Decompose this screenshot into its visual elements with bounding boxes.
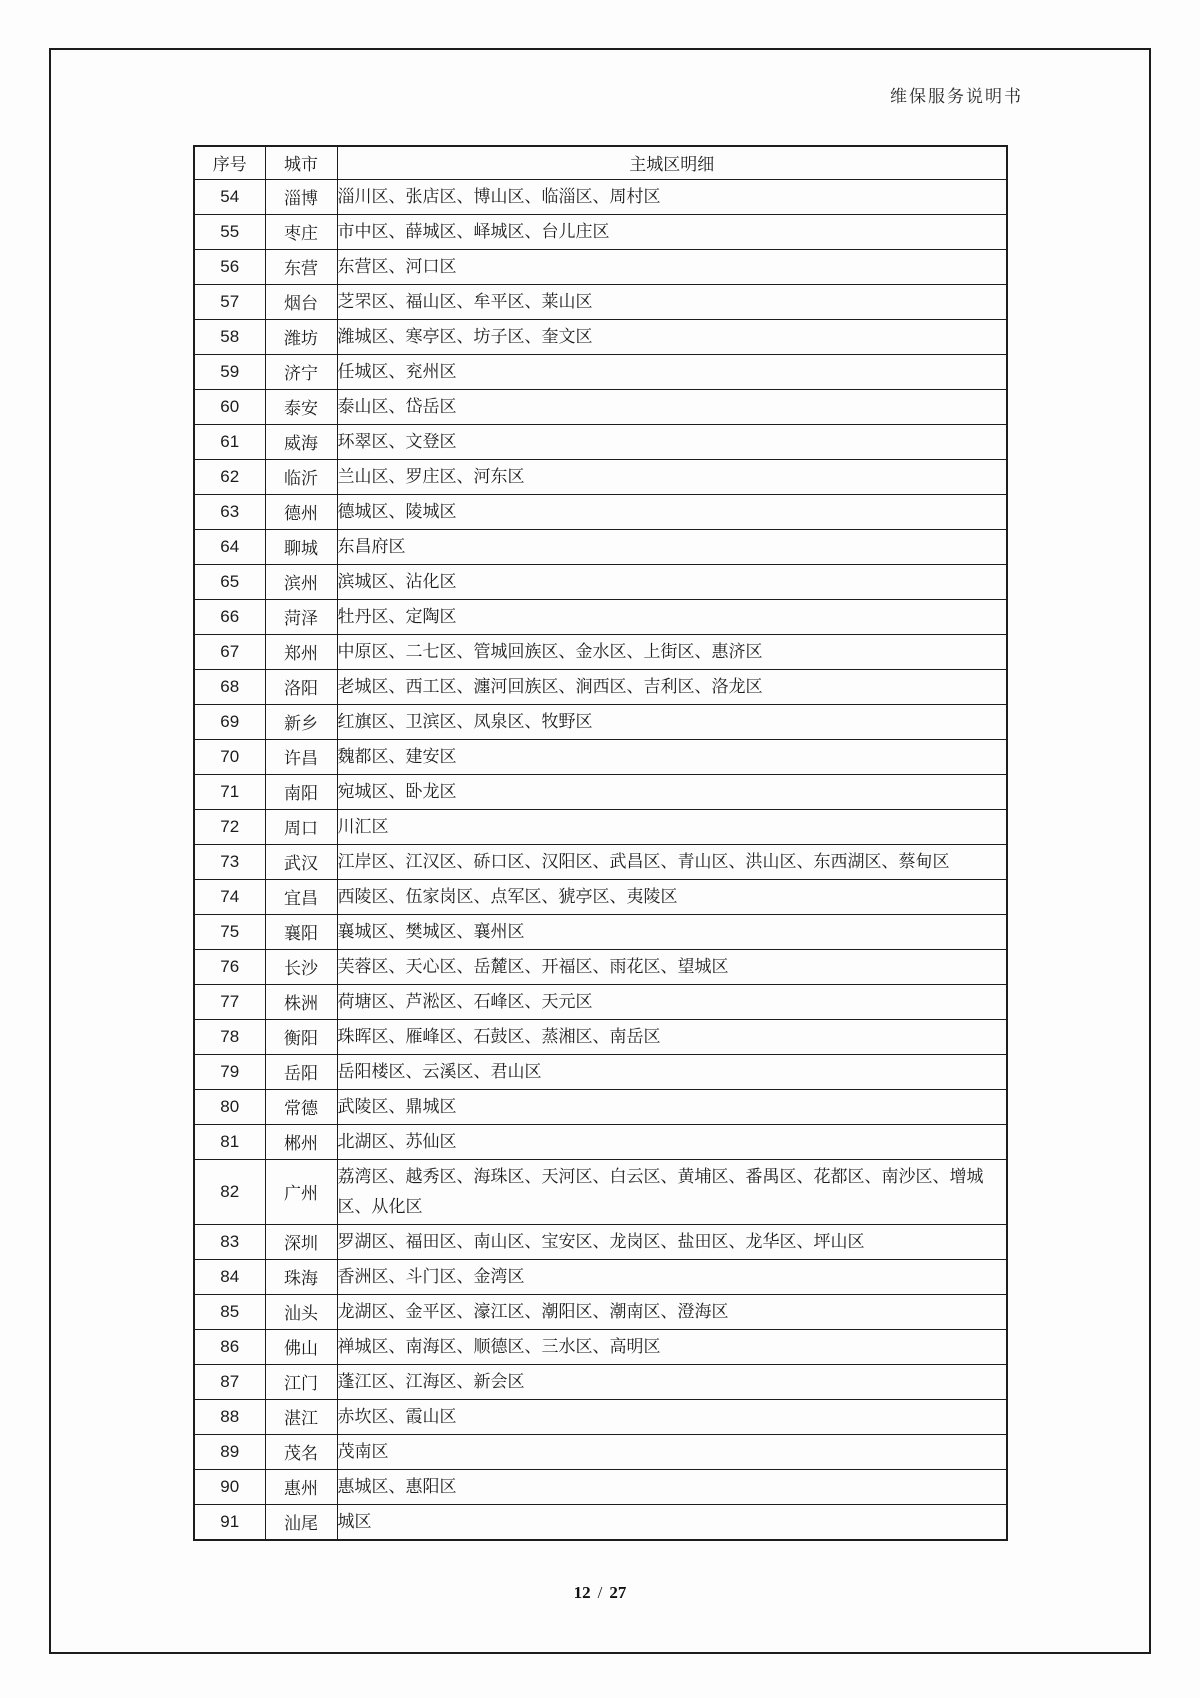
table-row — [194, 1364, 1007, 1399]
city-cell: 武汉 — [265, 844, 337, 879]
row-index-cell: 71 — [194, 774, 265, 809]
table-row — [194, 984, 1007, 1019]
city-cell: 周口 — [265, 809, 337, 844]
districts-cell: 赤坎区、霞山区 — [337, 1399, 1007, 1434]
districts-cell: 任城区、兖州区 — [337, 354, 1007, 389]
table-row — [194, 914, 1007, 949]
table-row — [194, 529, 1007, 564]
districts-cell: 惠城区、惠阳区 — [337, 1469, 1007, 1504]
table-header — [194, 146, 1007, 179]
table-row — [194, 634, 1007, 669]
city-cell: 许昌 — [265, 739, 337, 774]
table-row — [194, 879, 1007, 914]
table-row — [194, 1224, 1007, 1259]
row-index-cell: 63 — [194, 494, 265, 529]
row-index-cell: 64 — [194, 529, 265, 564]
row-index-cell: 60 — [194, 389, 265, 424]
city-cell: 珠海 — [265, 1259, 337, 1294]
districts-cell: 德城区、陵城区 — [337, 494, 1007, 529]
districts-cell: 香洲区、斗门区、金湾区 — [337, 1259, 1007, 1294]
document-header-title: 维保服务说明书 — [890, 87, 1023, 106]
table-row — [194, 809, 1007, 844]
table-row — [194, 1159, 1007, 1224]
row-index-cell: 61 — [194, 424, 265, 459]
city-cell: 济宁 — [265, 354, 337, 389]
city-cell: 烟台 — [265, 284, 337, 319]
city-cell: 东营 — [265, 249, 337, 284]
city-cell: 宜昌 — [265, 879, 337, 914]
row-index-cell: 70 — [194, 739, 265, 774]
column-header-index: 序号 — [194, 146, 265, 179]
page-number — [0, 1583, 1200, 1603]
row-index-cell: 58 — [194, 319, 265, 354]
city-cell: 淄博 — [265, 179, 337, 214]
districts-cell: 滨城区、沾化区 — [337, 564, 1007, 599]
districts-cell: 芙蓉区、天心区、岳麓区、开福区、雨花区、望城区 — [337, 949, 1007, 984]
row-index-cell: 75 — [194, 914, 265, 949]
table-row — [194, 1054, 1007, 1089]
districts-cell: 泰山区、岱岳区 — [337, 389, 1007, 424]
table-row — [194, 1469, 1007, 1504]
table-row — [194, 1329, 1007, 1364]
districts-cell: 东营区、河口区 — [337, 249, 1007, 284]
city-cell: 枣庄 — [265, 214, 337, 249]
city-cell: 汕尾 — [265, 1504, 337, 1540]
city-cell: 湛江 — [265, 1399, 337, 1434]
districts-cell: 红旗区、卫滨区、凤泉区、牧野区 — [337, 704, 1007, 739]
table-body — [194, 179, 1007, 1540]
row-index-cell: 91 — [194, 1504, 265, 1540]
row-index-cell: 87 — [194, 1364, 265, 1399]
table-row — [194, 564, 1007, 599]
row-index-cell: 67 — [194, 634, 265, 669]
city-cell: 衡阳 — [265, 1019, 337, 1054]
districts-cell: 宛城区、卧龙区 — [337, 774, 1007, 809]
row-index-cell: 77 — [194, 984, 265, 1019]
districts-cell: 龙湖区、金平区、濠江区、潮阳区、潮南区、澄海区 — [337, 1294, 1007, 1329]
city-cell: 聊城 — [265, 529, 337, 564]
districts-cell: 岳阳楼区、云溪区、君山区 — [337, 1054, 1007, 1089]
districts-cell: 中原区、二七区、管城回族区、金水区、上街区、惠济区 — [337, 634, 1007, 669]
table-row — [194, 424, 1007, 459]
city-cell: 襄阳 — [265, 914, 337, 949]
city-cell: 新乡 — [265, 704, 337, 739]
table-row — [194, 319, 1007, 354]
row-index-cell: 57 — [194, 284, 265, 319]
row-index-cell: 84 — [194, 1259, 265, 1294]
districts-cell: 老城区、西工区、瀍河回族区、涧西区、吉利区、洛龙区 — [337, 669, 1007, 704]
districts-cell: 荔湾区、越秀区、海珠区、天河区、白云区、黄埔区、番禺区、花都区、南沙区、增城区、从化区 — [337, 1159, 1007, 1224]
table-row — [194, 599, 1007, 634]
city-cell: 广州 — [265, 1159, 337, 1224]
city-cell: 惠州 — [265, 1469, 337, 1504]
districts-cell: 罗湖区、福田区、南山区、宝安区、龙岗区、盐田区、龙华区、坪山区 — [337, 1224, 1007, 1259]
table-row — [194, 1019, 1007, 1054]
districts-cell: 牡丹区、定陶区 — [337, 599, 1007, 634]
table-row — [194, 494, 1007, 529]
districts-cell: 淄川区、张店区、博山区、临淄区、周村区 — [337, 179, 1007, 214]
table-row — [194, 1259, 1007, 1294]
table-row — [194, 389, 1007, 424]
table-row — [194, 354, 1007, 389]
city-cell: 泰安 — [265, 389, 337, 424]
districts-cell: 魏都区、建安区 — [337, 739, 1007, 774]
districts-cell: 芝罘区、福山区、牟平区、莱山区 — [337, 284, 1007, 319]
table-row — [194, 1124, 1007, 1159]
row-index-cell: 85 — [194, 1294, 265, 1329]
row-index-cell: 65 — [194, 564, 265, 599]
page-number-current: 12 — [573, 1583, 591, 1602]
table-row — [194, 249, 1007, 284]
city-cell: 汕头 — [265, 1294, 337, 1329]
row-index-cell: 86 — [194, 1329, 265, 1364]
city-district-table — [193, 145, 1008, 1541]
row-index-cell: 56 — [194, 249, 265, 284]
city-cell: 威海 — [265, 424, 337, 459]
table-row — [194, 1434, 1007, 1469]
row-index-cell: 74 — [194, 879, 265, 914]
table-row — [194, 214, 1007, 249]
row-index-cell: 79 — [194, 1054, 265, 1089]
districts-cell: 茂南区 — [337, 1434, 1007, 1469]
city-cell: 潍坊 — [265, 319, 337, 354]
districts-cell: 珠晖区、雁峰区、石鼓区、蒸湘区、南岳区 — [337, 1019, 1007, 1054]
row-index-cell: 54 — [194, 179, 265, 214]
city-cell: 郑州 — [265, 634, 337, 669]
city-cell: 江门 — [265, 1364, 337, 1399]
districts-cell: 川汇区 — [337, 809, 1007, 844]
districts-cell: 兰山区、罗庄区、河东区 — [337, 459, 1007, 494]
city-cell: 岳阳 — [265, 1054, 337, 1089]
row-index-cell: 72 — [194, 809, 265, 844]
districts-cell: 禅城区、南海区、顺德区、三水区、高明区 — [337, 1329, 1007, 1364]
row-index-cell: 88 — [194, 1399, 265, 1434]
districts-cell: 武陵区、鼎城区 — [337, 1089, 1007, 1124]
districts-cell: 城区 — [337, 1504, 1007, 1540]
row-index-cell: 69 — [194, 704, 265, 739]
city-cell: 菏泽 — [265, 599, 337, 634]
table-row — [194, 739, 1007, 774]
city-cell: 洛阳 — [265, 669, 337, 704]
row-index-cell: 62 — [194, 459, 265, 494]
row-index-cell: 55 — [194, 214, 265, 249]
districts-cell: 环翠区、文登区 — [337, 424, 1007, 459]
city-cell: 长沙 — [265, 949, 337, 984]
table-row — [194, 1504, 1007, 1540]
city-cell: 郴州 — [265, 1124, 337, 1159]
city-cell: 南阳 — [265, 774, 337, 809]
city-cell: 德州 — [265, 494, 337, 529]
table-header-row — [194, 146, 1007, 179]
row-index-cell: 81 — [194, 1124, 265, 1159]
row-index-cell: 59 — [194, 354, 265, 389]
column-header-districts: 主城区明细 — [337, 146, 1007, 179]
city-cell: 滨州 — [265, 564, 337, 599]
row-index-cell: 89 — [194, 1434, 265, 1469]
row-index-cell: 78 — [194, 1019, 265, 1054]
districts-cell: 北湖区、苏仙区 — [337, 1124, 1007, 1159]
districts-cell: 江岸区、江汉区、硚口区、汉阳区、武昌区、青山区、洪山区、东西湖区、蔡甸区 — [337, 844, 1007, 879]
table-row — [194, 1399, 1007, 1434]
row-index-cell: 83 — [194, 1224, 265, 1259]
page-number-total: 27 — [609, 1583, 627, 1602]
city-cell: 佛山 — [265, 1329, 337, 1364]
table-row — [194, 774, 1007, 809]
table-row — [194, 949, 1007, 984]
table-row — [194, 284, 1007, 319]
row-index-cell: 80 — [194, 1089, 265, 1124]
row-index-cell: 90 — [194, 1469, 265, 1504]
districts-cell: 西陵区、伍家岗区、点军区、猇亭区、夷陵区 — [337, 879, 1007, 914]
city-cell: 临沂 — [265, 459, 337, 494]
row-index-cell: 66 — [194, 599, 265, 634]
table-row — [194, 459, 1007, 494]
city-cell: 常德 — [265, 1089, 337, 1124]
table-row — [194, 1294, 1007, 1329]
districts-cell: 潍城区、寒亭区、坊子区、奎文区 — [337, 319, 1007, 354]
table-row — [194, 179, 1007, 214]
row-index-cell: 82 — [194, 1159, 265, 1224]
row-index-cell: 68 — [194, 669, 265, 704]
row-index-cell: 73 — [194, 844, 265, 879]
city-cell: 深圳 — [265, 1224, 337, 1259]
page-number-separator: / — [597, 1583, 603, 1602]
districts-cell: 蓬江区、江海区、新会区 — [337, 1364, 1007, 1399]
districts-cell: 襄城区、樊城区、襄州区 — [337, 914, 1007, 949]
city-cell: 茂名 — [265, 1434, 337, 1469]
table-row — [194, 669, 1007, 704]
districts-cell: 东昌府区 — [337, 529, 1007, 564]
column-header-city: 城市 — [265, 146, 337, 179]
table-row — [194, 704, 1007, 739]
table-row — [194, 1089, 1007, 1124]
row-index-cell: 76 — [194, 949, 265, 984]
city-cell: 株洲 — [265, 984, 337, 1019]
districts-cell: 荷塘区、芦淞区、石峰区、天元区 — [337, 984, 1007, 1019]
districts-cell: 市中区、薛城区、峄城区、台儿庄区 — [337, 214, 1007, 249]
table-row — [194, 844, 1007, 879]
